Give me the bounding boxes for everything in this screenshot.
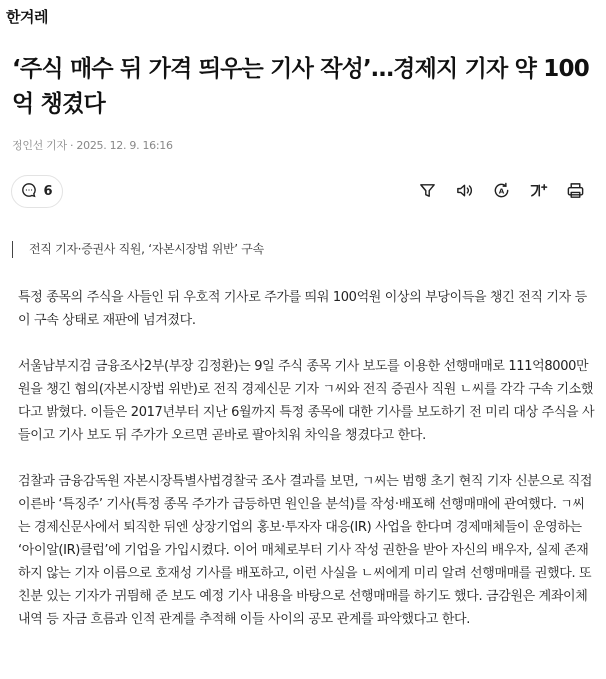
comment-count: 6 [43,184,53,199]
font-size-icon[interactable] [529,181,548,200]
article-toolbar [11,175,585,209]
article-byline: 정인선 기자 · 2025. 12. 9. 16:16 [12,139,173,152]
article-paragraph: 특정 종목의 주식을 사들인 뒤 우호적 기사로 주가를 띄워 100억원 이상의 부당이득을 챙긴 전직 기자 등이 구속 상태로 재판에 넘겨졌다. [18,290,587,328]
translate-icon[interactable] [492,181,511,200]
filter-icon[interactable] [418,181,437,200]
article-tools [418,181,585,200]
article-paragraph: 검찰과 금융감독원 자본시장특별사법경찰국 조사 결과를 보면, ㄱ씨는 범행 초기 현직 기자 신분으로 직접 이른바 ‘특징주’ 기사(특정 종목 주가가 급등하면 원인을 분석)를 작성·배포해 선행매매에 관여했다. ㄱ씨는 경제신문사에서 퇴직한 뒤엔 상장기업의 홍보·투자자 대응(IR) 사업을 한다며 경제매체들이 운영하는 ‘아이알(IR)클럽’에 기업을 가입시켰다. 이어 매체로부터 기사 작성 권한을 받아 자신의 배우자, 실제 존재하지 않는 기자 이름으로 호재성 기사를 배포하고, 이런 사실을 ㄴ씨에게 미리 알려 선행매매를 권했다. 또 친분 있는 기자가 귀띔해 준 보도 예정 기사 내용을 바탕으로 선행매매를 하기도 했다. 금감원은 계좌이체 내역 등 자금 흐름과 인적 관계를 추적해 이들 사이의 공모 관계를 파악했다고 한다. [18,474,593,627]
article-paragraph: 서울남부지검 금융조사2부(부장 김정환)는 9일 주식 종목 기사 보도를 이용한 선행매매로 111억8000만원을 챙긴 혐의(자본시장법 위반)로 전직 경제신문 기자 ㄱ씨와 전직 증권사 직원 ㄴ씨를 각각 구속 기소했다고 밝혔다. 이들은 2017년부터 지난 6월까지 특정 종목에 대한 기사를 보도하기 전 미리 대상 주식을 사들이고 기사 보도 뒤 주가가 오르면 곧바로 팔아치워 차익을 챙겼다고 한다. [18,359,595,443]
print-icon[interactable] [566,181,585,200]
article-headline: ‘주식 매수 뒤 가격 띄우는 기사 작성’…경제지 기자 약 100억 챙겼다 [12,56,589,117]
speaker-icon[interactable] [455,181,474,200]
svg-text:A: A [498,186,505,196]
article-body [18,286,596,654]
comment-icon [21,182,37,202]
article-subheading: 전직 기자·증권사 직원, ‘자본시장법 위반’ 구속 [12,241,592,258]
comment-button[interactable] [11,175,63,208]
masthead-logo[interactable]: 한겨레 [6,8,48,26]
